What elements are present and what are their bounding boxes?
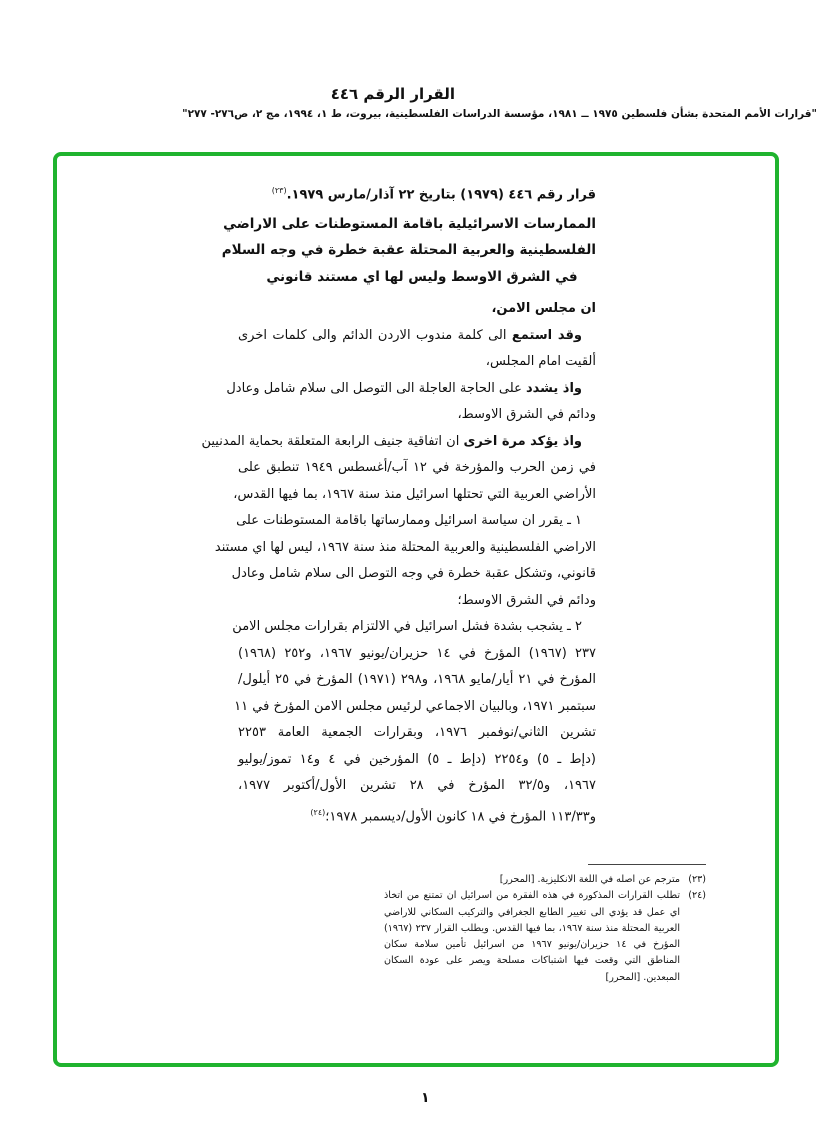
text-line [233, 482, 596, 509]
line-text: ٢ ـ يشجب بشدة فشل اسرائيل في الالتزام بقرارات مجلس الامن [232, 619, 582, 634]
line-text: الى كلمة مندوب الاردن الدائم والى كلمات اخرى [238, 327, 512, 343]
bold-lead-text: واذ يؤكد مرة اخرى [463, 433, 582, 449]
bold-lead-text: وقد استمع [511, 327, 582, 343]
text-line [238, 667, 596, 694]
text-line [238, 641, 596, 668]
line-text: ودائم في الشرق الاوسط، [457, 407, 596, 422]
line-text: على الحاجة العاجلة الى التوصل الى سلام شامل وعادل [226, 380, 526, 396]
footnote-23 [384, 872, 706, 888]
line-text: سبتمبر ١٩٧١، وبالبيان الاجماعي لرئيس مجلس الامن المؤرخ في ١١ [234, 698, 596, 714]
line-text: المؤرخ في ٢١ أيار/مايو ١٩٦٨، و٢٩٨ (١٩٧١) المؤرخ في ٢٥ أيلول/ [238, 672, 596, 687]
text-line [238, 455, 596, 482]
source-citation: "قرارات الأمم المتحدة بشأن فلسطين ١٩٧٥ ــ ١٩٨١، مؤسسة الدراسات الفلسطينية، بيروت، ط ١، ١٩٩٤، مج ٢، ص٢٧٦- ٢٧٧" [182, 108, 817, 120]
footnote-24 [384, 888, 706, 986]
text-line [238, 402, 596, 429]
line-text: ٢٣٧ (١٩٦٧) المؤرخ في ١٤ حزيران/يونيو ١٩٦٧، و٢٥٢ (١٩٦٨) [238, 645, 596, 661]
bold-lead-text: ان مجلس الامن، [491, 301, 596, 316]
footnote-divider [588, 864, 706, 865]
footnote-reference: (٢٣) [271, 186, 287, 195]
line-text: ان اتفاقية جنيف الرابعة المتعلقة بحماية المدنيين [201, 433, 464, 449]
text-line [226, 376, 596, 403]
footnote-reference: (٢٤) [310, 807, 326, 817]
line-text: قانوني، وتشكل عقبة خطرة في وجه التوصل الى سلام شامل وعادل [231, 566, 596, 581]
line-text: في زمن الحرب والمؤرخة في ١٢ آب/أغسطس ١٩٤٩ تنطبق على [238, 460, 596, 475]
line-text: و١١٣/٣٣ المؤرخ في ١٨ كانون الأول/ديسمبر ١٩٧٨؛ [325, 808, 596, 824]
text-line [238, 349, 596, 376]
text-line [238, 178, 596, 205]
text-line [238, 323, 596, 350]
text-line [238, 508, 596, 535]
line-text: (دإط ـ ٥) و٢٢٥٤ (دإط ـ ٥) المؤرخين في ٤ و١٤ تموز/يوليو [238, 751, 596, 767]
footnote-number: (٢٣) [688, 874, 706, 885]
text-line [214, 535, 596, 562]
footnote-text: مترجم عن اصله في اللغة الانكليزية. [المحرر] [499, 874, 680, 885]
text-line [238, 264, 596, 291]
text-line [238, 720, 596, 747]
text-line [238, 800, 596, 827]
text-line [238, 773, 596, 800]
bold-lead-text: واذ يشدد [525, 380, 582, 396]
line-text: تشرين الثاني/نوفمبر ١٩٧٦، وبقرارات الجمعية العامة ٢٢٥٣ [238, 725, 596, 740]
line-text: الاراضي الفلسطينية والعربية المحتلة منذ سنة ١٩٦٧، ليس لها اي مستند [214, 539, 596, 555]
document-title: القرار الرقم ٤٤٦ [330, 85, 455, 103]
text-line [201, 429, 596, 456]
text-line [221, 237, 596, 264]
text-line [238, 747, 596, 774]
line-text: في الشرق الاوسط وليس لها اي مستند قانوني [266, 268, 578, 285]
line-text: ودائم في الشرق الاوسط؛ [457, 592, 596, 608]
line-text: ١ ـ يقرر ان سياسة اسرائيل وممارساتها باقامة المستوطنات على [236, 513, 582, 528]
text-line [238, 296, 596, 323]
bold-lead-text: قرار رقم ٤٤٦ (١٩٧٩) بتاريخ ٢٢ آذار/مارس ١٩٧٩. [286, 187, 596, 203]
text-line [223, 211, 596, 238]
text-line [231, 561, 596, 588]
footnote-number: (٢٤) [688, 890, 706, 902]
line-text: ١٩٦٧، و٣٢/٥ المؤرخ في ٢٨ تشرين الأول/أكتوبر ١٩٧٧، [238, 778, 597, 793]
page-number: ١ [421, 1090, 430, 1106]
text-line [232, 614, 596, 641]
resolution-body [201, 178, 597, 826]
footnote-text: تطلب القرارات المذكورة في هذه الفقرة من اسرائيل ان تمتنع من اتخاذ اي عمل قد يؤدي الى تغيير الطابع الجغرافي والتركيب السكاني للاراضي العربية المحتلة منذ سنة ١٩٦٧، بما فيها القدس. ويطلب القرار ٢٣٧ (١٩٦٧) المؤرخ في ١٤ حزيران/يونيو ١٩٦٧ من اسرائيل تأمين سلامة سكان المناطق التي وقعت فيها اشتباكات مسلحة ويصر على عودة السكان المبعدين. [المحرر] [384, 890, 680, 983]
line-text: ألقيت امام المجلس، [485, 354, 596, 369]
line-text: الممارسات الاسرائيلية باقامة المستوطنات على الاراضي [223, 215, 596, 232]
footnotes [384, 872, 706, 986]
line-text: الأراضي العربية التي تحتلها اسرائيل منذ سنة ١٩٦٧، بما فيها القدس، [233, 486, 596, 502]
line-text: الفلسطينية والعربية المحتلة عقبة خطرة في وجه السلام [221, 242, 596, 258]
text-line [238, 588, 596, 615]
text-line [234, 694, 596, 721]
